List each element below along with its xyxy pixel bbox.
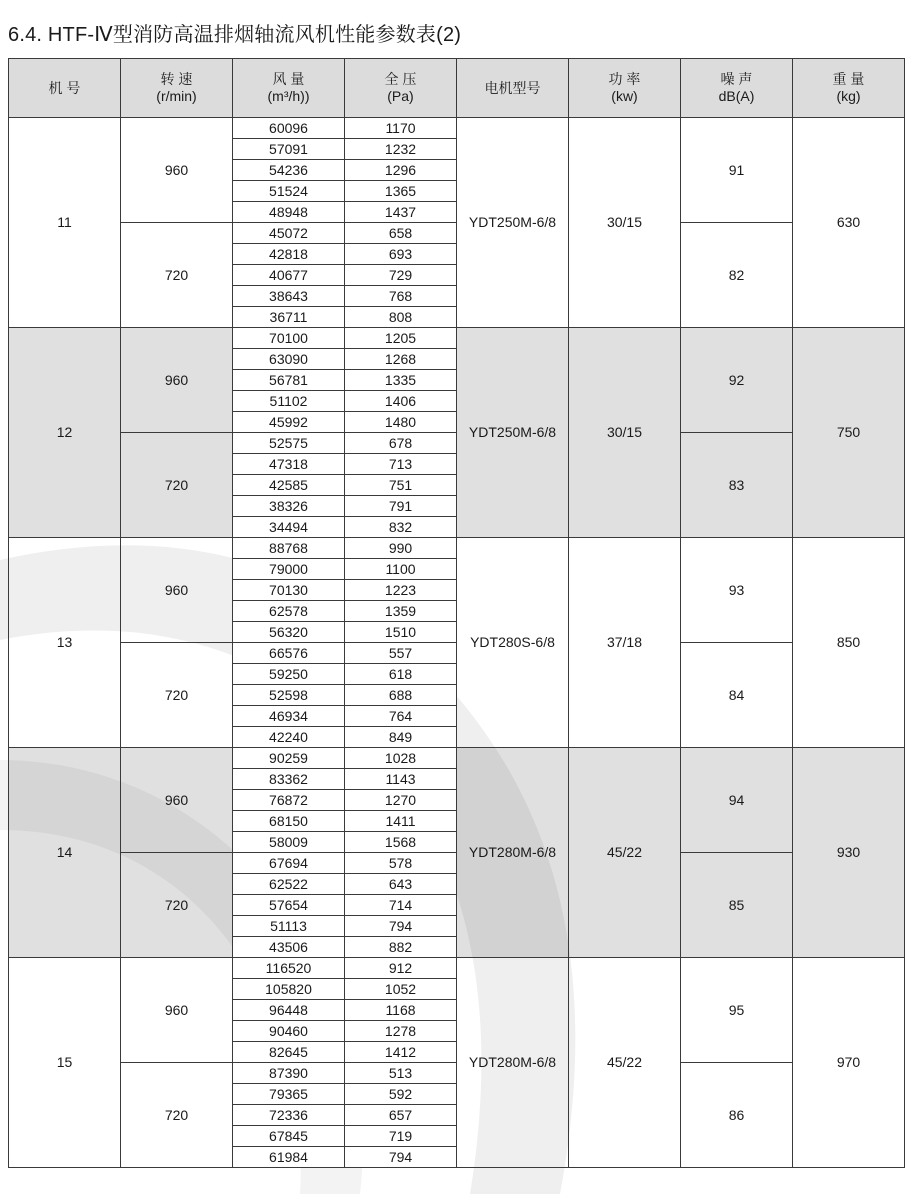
airflow-cell: 51113: [233, 916, 345, 937]
speed-cell: 720: [121, 433, 233, 538]
speed-cell: 960: [121, 538, 233, 643]
pressure-cell: 832: [345, 517, 457, 538]
pressure-cell: 719: [345, 1126, 457, 1147]
pressure-cell: 557: [345, 643, 457, 664]
noise-cell: 84: [681, 643, 793, 748]
header-cell-pressure: 全 压 (Pa): [345, 59, 457, 118]
airflow-cell: 87390: [233, 1063, 345, 1084]
model-number-cell: 15: [9, 958, 121, 1168]
airflow-cell: 42818: [233, 244, 345, 265]
model-number-cell: 13: [9, 538, 121, 748]
airflow-cell: 90259: [233, 748, 345, 769]
power-cell: 30/15: [569, 118, 681, 328]
header-cell-weight: 重 量 (kg): [793, 59, 905, 118]
weight-cell: 930: [793, 748, 905, 958]
motor-type-cell: YDT280M-6/8: [457, 748, 569, 958]
pressure-cell: 1223: [345, 580, 457, 601]
airflow-cell: 54236: [233, 160, 345, 181]
speed-cell: 960: [121, 118, 233, 223]
speed-cell: 720: [121, 1063, 233, 1168]
airflow-cell: 56320: [233, 622, 345, 643]
pressure-cell: 882: [345, 937, 457, 958]
pressure-cell: 1052: [345, 979, 457, 1000]
speed-cell: 960: [121, 958, 233, 1063]
airflow-cell: 52598: [233, 685, 345, 706]
airflow-cell: 57091: [233, 139, 345, 160]
airflow-cell: 82645: [233, 1042, 345, 1063]
airflow-cell: 45992: [233, 412, 345, 433]
airflow-cell: 72336: [233, 1105, 345, 1126]
model-number-cell: 12: [9, 328, 121, 538]
airflow-cell: 48948: [233, 202, 345, 223]
pressure-cell: 513: [345, 1063, 457, 1084]
pressure-cell: 764: [345, 706, 457, 727]
pressure-cell: 1411: [345, 811, 457, 832]
pressure-cell: 1205: [345, 328, 457, 349]
airflow-cell: 116520: [233, 958, 345, 979]
airflow-cell: 56781: [233, 370, 345, 391]
fan-group: [9, 328, 905, 538]
table-row: [9, 538, 905, 559]
motor-type-cell: YDT250M-6/8: [457, 118, 569, 328]
pressure-cell: 794: [345, 916, 457, 937]
noise-cell: 92: [681, 328, 793, 433]
airflow-cell: 79365: [233, 1084, 345, 1105]
motor-type-cell: YDT250M-6/8: [457, 328, 569, 538]
power-cell: 37/18: [569, 538, 681, 748]
airflow-cell: 51102: [233, 391, 345, 412]
pressure-cell: 643: [345, 874, 457, 895]
power-cell: 45/22: [569, 748, 681, 958]
pressure-cell: 618: [345, 664, 457, 685]
airflow-cell: 62578: [233, 601, 345, 622]
airflow-cell: 61984: [233, 1147, 345, 1168]
model-number-cell: 11: [9, 118, 121, 328]
pressure-cell: 1359: [345, 601, 457, 622]
pressure-cell: 1437: [345, 202, 457, 223]
airflow-cell: 59250: [233, 664, 345, 685]
pressure-cell: 912: [345, 958, 457, 979]
pressure-cell: 990: [345, 538, 457, 559]
pressure-cell: 1296: [345, 160, 457, 181]
header-cell-model-no: 机 号: [9, 59, 121, 118]
airflow-cell: 63090: [233, 349, 345, 370]
weight-cell: 750: [793, 328, 905, 538]
pressure-cell: 1412: [345, 1042, 457, 1063]
airflow-cell: 51524: [233, 181, 345, 202]
page-title: 6.4. HTF-Ⅳ型消防高温排烟轴流风机性能参数表(2): [8, 24, 462, 46]
noise-cell: 94: [681, 748, 793, 853]
airflow-cell: 40677: [233, 265, 345, 286]
power-cell: 45/22: [569, 958, 681, 1168]
airflow-cell: 58009: [233, 832, 345, 853]
noise-cell: 93: [681, 538, 793, 643]
pressure-cell: 1143: [345, 769, 457, 790]
pressure-cell: 751: [345, 475, 457, 496]
pressure-cell: 1232: [345, 139, 457, 160]
airflow-cell: 76872: [233, 790, 345, 811]
noise-cell: 86: [681, 1063, 793, 1168]
pressure-cell: 791: [345, 496, 457, 517]
weight-cell: 630: [793, 118, 905, 328]
pressure-cell: 1365: [345, 181, 457, 202]
pressure-cell: 678: [345, 433, 457, 454]
pressure-cell: 1568: [345, 832, 457, 853]
airflow-cell: 67845: [233, 1126, 345, 1147]
airflow-cell: 83362: [233, 769, 345, 790]
pressure-cell: 808: [345, 307, 457, 328]
pressure-cell: 658: [345, 223, 457, 244]
airflow-cell: 43506: [233, 937, 345, 958]
airflow-cell: 52575: [233, 433, 345, 454]
pressure-cell: 849: [345, 727, 457, 748]
pressure-cell: 1480: [345, 412, 457, 433]
pressure-cell: 729: [345, 265, 457, 286]
motor-type-cell: YDT280M-6/8: [457, 958, 569, 1168]
pressure-cell: 1100: [345, 559, 457, 580]
airflow-cell: 47318: [233, 454, 345, 475]
speed-cell: 720: [121, 643, 233, 748]
pressure-cell: 1270: [345, 790, 457, 811]
pressure-cell: 688: [345, 685, 457, 706]
pressure-cell: 768: [345, 286, 457, 307]
airflow-cell: 105820: [233, 979, 345, 1000]
header-cell-noise: 噪 声 dB(A): [681, 59, 793, 118]
airflow-cell: 36711: [233, 307, 345, 328]
table-row: [9, 328, 905, 349]
fan-group: [9, 118, 905, 328]
airflow-cell: 67694: [233, 853, 345, 874]
noise-cell: 85: [681, 853, 793, 958]
pressure-cell: 1028: [345, 748, 457, 769]
airflow-cell: 70130: [233, 580, 345, 601]
airflow-cell: 79000: [233, 559, 345, 580]
pressure-cell: 714: [345, 895, 457, 916]
pressure-cell: 657: [345, 1105, 457, 1126]
table-row: [9, 748, 905, 769]
pressure-cell: 1335: [345, 370, 457, 391]
pressure-cell: 578: [345, 853, 457, 874]
airflow-cell: 38643: [233, 286, 345, 307]
pressure-cell: 1268: [345, 349, 457, 370]
fan-group: [9, 958, 905, 1168]
model-number-cell: 14: [9, 748, 121, 958]
weight-cell: 850: [793, 538, 905, 748]
speed-cell: 720: [121, 223, 233, 328]
airflow-cell: 88768: [233, 538, 345, 559]
speed-cell: 720: [121, 853, 233, 958]
airflow-cell: 34494: [233, 517, 345, 538]
airflow-cell: 42240: [233, 727, 345, 748]
noise-cell: 83: [681, 433, 793, 538]
noise-cell: 91: [681, 118, 793, 223]
airflow-cell: 68150: [233, 811, 345, 832]
airflow-cell: 46934: [233, 706, 345, 727]
fan-group: [9, 538, 905, 748]
table-row: [9, 118, 905, 139]
motor-type-cell: YDT280S-6/8: [457, 538, 569, 748]
pressure-cell: 1168: [345, 1000, 457, 1021]
speed-cell: 960: [121, 328, 233, 433]
pressure-cell: 713: [345, 454, 457, 475]
pressure-cell: 592: [345, 1084, 457, 1105]
airflow-cell: 66576: [233, 643, 345, 664]
pressure-cell: 1278: [345, 1021, 457, 1042]
noise-cell: 82: [681, 223, 793, 328]
pressure-cell: 693: [345, 244, 457, 265]
speed-cell: 960: [121, 748, 233, 853]
airflow-cell: 38326: [233, 496, 345, 517]
airflow-cell: 42585: [233, 475, 345, 496]
header-cell-speed: 转 速 (r/min): [121, 59, 233, 118]
table-row: [9, 958, 905, 979]
power-cell: 30/15: [569, 328, 681, 538]
header-cell-airflow: 风 量 (m³/h)): [233, 59, 345, 118]
pressure-cell: 1170: [345, 118, 457, 139]
header-cell-motor-type: 电机型号: [457, 59, 569, 118]
airflow-cell: 90460: [233, 1021, 345, 1042]
fan-group: [9, 748, 905, 958]
pressure-cell: 1406: [345, 391, 457, 412]
airflow-cell: 70100: [233, 328, 345, 349]
performance-table: [8, 58, 905, 1168]
header-cell-power: 功 率 (kw): [569, 59, 681, 118]
airflow-cell: 60096: [233, 118, 345, 139]
pressure-cell: 794: [345, 1147, 457, 1168]
airflow-cell: 62522: [233, 874, 345, 895]
airflow-cell: 45072: [233, 223, 345, 244]
weight-cell: 970: [793, 958, 905, 1168]
noise-cell: 95: [681, 958, 793, 1063]
pressure-cell: 1510: [345, 622, 457, 643]
airflow-cell: 96448: [233, 1000, 345, 1021]
header-row: [9, 59, 905, 118]
airflow-cell: 57654: [233, 895, 345, 916]
